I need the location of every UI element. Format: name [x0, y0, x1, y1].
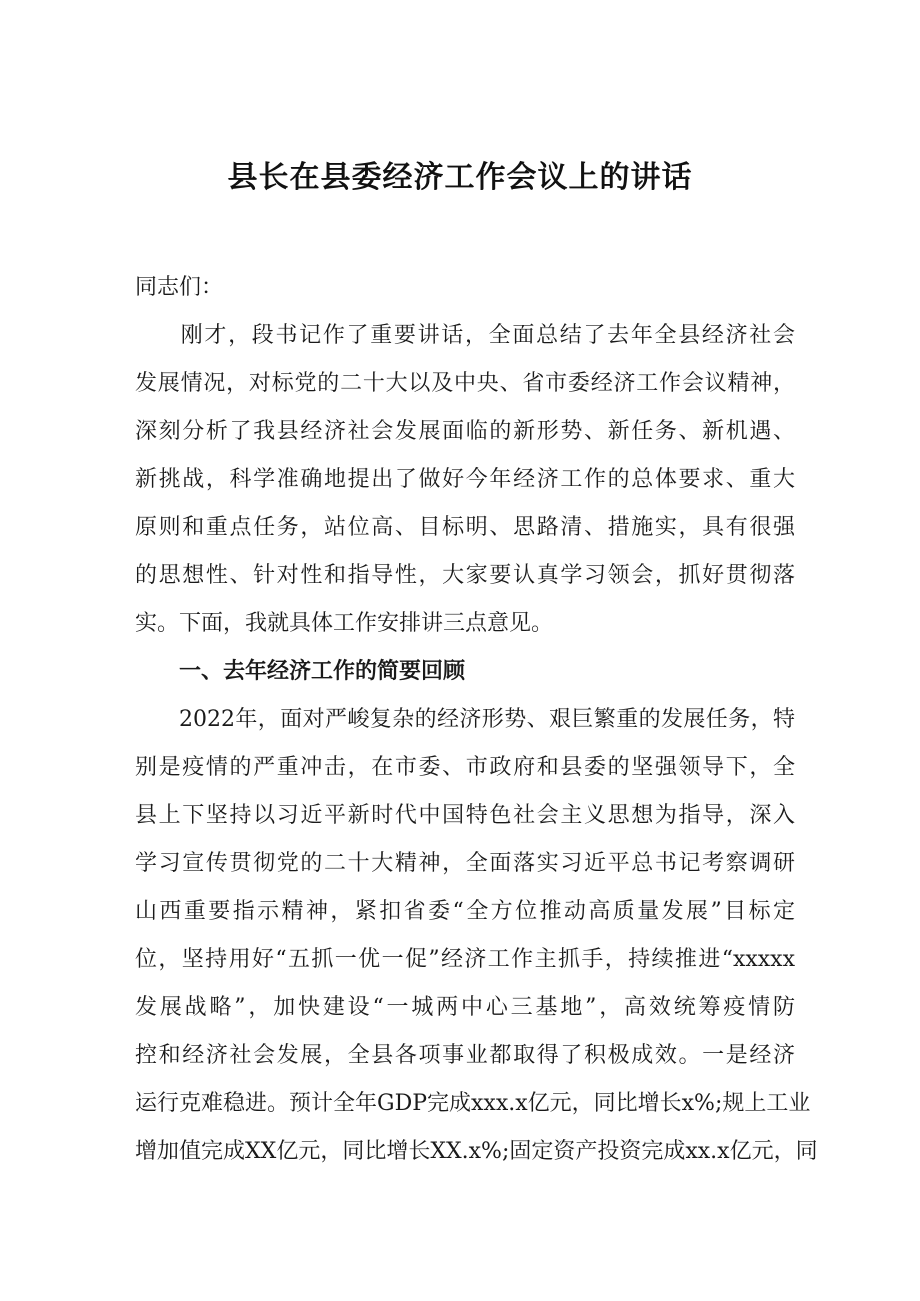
- paragraph-line: 别是疫情的严重冲击，在市委、市政府和县委的坚强领导下，全: [135, 755, 795, 780]
- paragraph-line: 增加值完成XX亿元，同比增长XX.x%;固定资产投资完成xx.x亿元，同: [135, 1139, 818, 1164]
- paragraph-line: 深刻分析了我县经济社会发展面临的新形势、新任务、新机遇、: [135, 419, 795, 444]
- paragraph-line: 发展情况，对标党的二十大以及中央、省市委经济工作会议精神，: [135, 371, 795, 396]
- paragraph-line-text: 刚才，段书记作了重要讲话，全面总结了去年全县经济社会: [179, 323, 795, 348]
- section-heading-text: 一、去年经济工作的简要回顾: [179, 659, 466, 684]
- paragraph-line: 运行克难稳进。预计全年GDP完成xxx.x亿元，同比增长x%;规上工业: [135, 1091, 811, 1116]
- paragraph-line: [135, 312, 795, 360]
- paragraph-line: 县上下坚持以习近平新时代中国特色社会主义思想为指导，深入: [135, 803, 795, 828]
- paragraph-line: 新挑战，科学准确地提出了做好今年经济工作的总体要求、重大: [135, 467, 795, 492]
- paragraph-line: [135, 696, 795, 744]
- section-heading: [135, 648, 795, 696]
- paragraph-line: 山西重要指示精神，紧扣省委“全方位推动高质量发展”目标定: [135, 899, 795, 924]
- document-title: 县长在县委经济工作会议上的讲话: [227, 160, 693, 195]
- paragraph-intro: [135, 312, 795, 648]
- document-body: [135, 264, 818, 1176]
- paragraph-line: 的思想性、针对性和指导性，大家要认真学习领会，抓好贯彻落: [135, 563, 795, 588]
- paragraph-line: 控和经济社会发展，全县各项事业都取得了积极成效。一是经济: [135, 1043, 795, 1068]
- paragraph-review: [135, 696, 818, 1176]
- paragraph-line: 原则和重点任务，站位高、目标明、思路清、措施实，具有很强: [135, 515, 795, 540]
- paragraph-line: 实。下面，我就具体工作安排讲三点意见。: [135, 611, 554, 636]
- paragraph-line: 位，坚持用好“五抓一优一促”经济工作主抓手，持续推进“xxxxx: [135, 947, 795, 972]
- paragraph-line: 发展战略”，加快建设“一城两中心三基地”，高效统筹疫情防: [135, 995, 795, 1020]
- paragraph-line: 学习宣传贯彻党的二十大精神，全面落实习近平总书记考察调研: [135, 851, 795, 876]
- salutation: 同志们：: [135, 275, 224, 300]
- paragraph-line-text: 2022年，面对严峻复杂的经济形势、艰巨繁重的发展任务，特: [179, 707, 795, 732]
